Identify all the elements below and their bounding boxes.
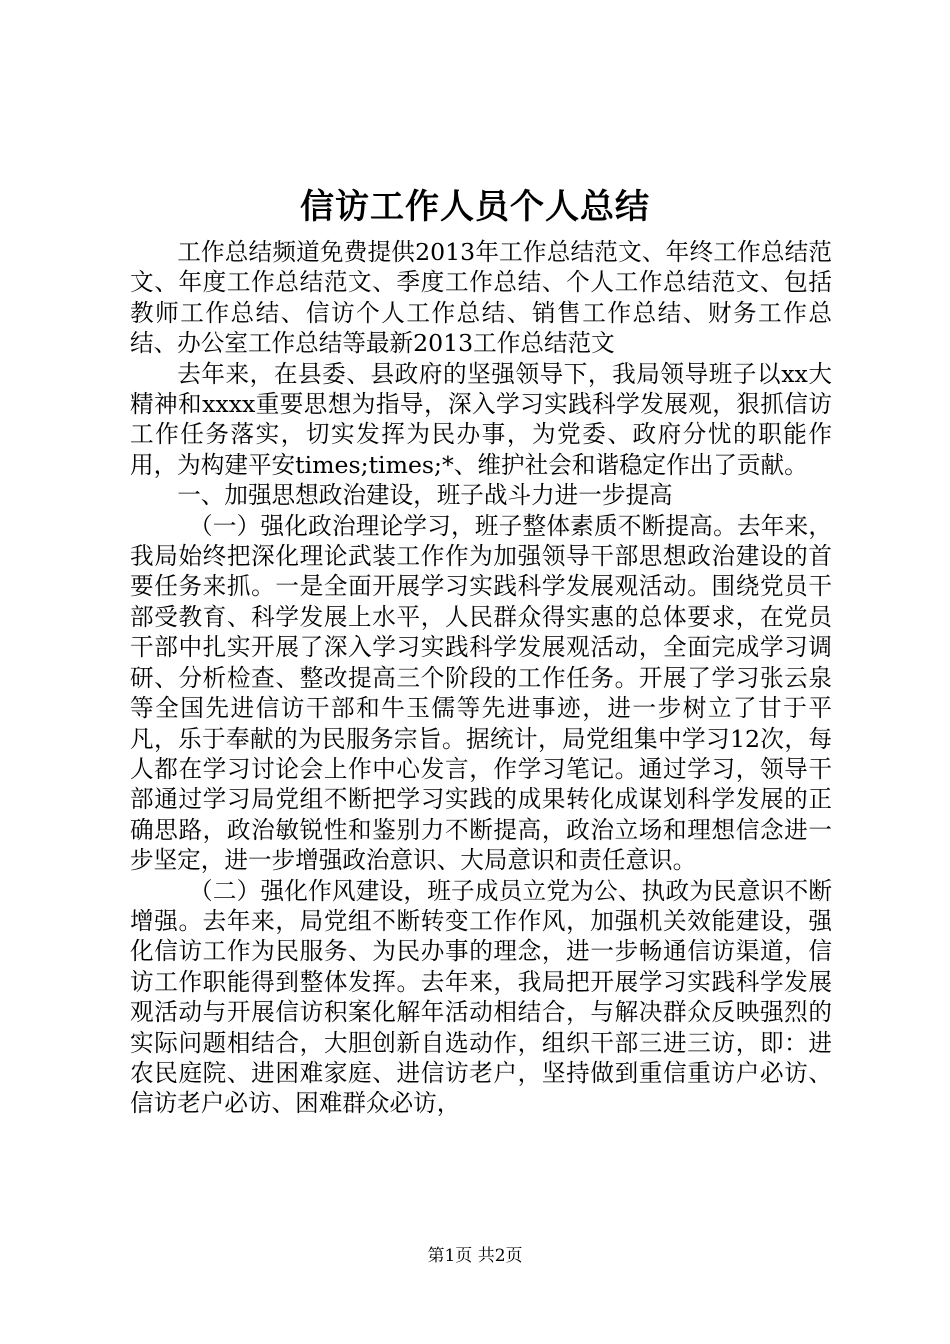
paragraph-section-1-1: （一）强化政治理论学习，班子整体素质不断提高。去年来，我局始终把深化理论武装工作作为加强领导干部思想政治建设的首要任务来抓。一是全面开展学习实践科学发展观活动。围绕党员干部受教育、科学发展上水平，人民群众得实惠的总体要求，在党员干部中扎实开展了深入学习实践科学发展观活动，全面完成学习调研、分析检查、整改提高三个阶段的工作任务。开展了学习张云泉等全国先进信访干部和牛玉儒等先进事迹，进一步树立了甘于平凡，乐于奉献的为民服务宗旨。据统计，局党组集中学习12次，每人都在学习讨论会上作中心发言，作学习笔记。通过学习，领导干部通过学习局党组不断把学习实践的成果转化成谋划科学发展的正确思路，政治敏锐性和鉴别力不断提高，政治立场和理想信念进一步坚定，进一步增强政治意识、大局意识和责任意识。 bbox=[130, 511, 832, 875]
paragraph-section-1-2: （二）强化作风建设，班子成员立党为公、执政为民意识不断增强。去年来，局党组不断转变工作作风，加强机关效能建设，强化信访工作为民服务、为民办事的理念，进一步畅通信访渠道，信访工作职能得到整体发挥。去年来，我局把开展学习实践科学发展观活动与开展信访积案化解年活动相结合，与解决群众反映强烈的实际问题相结合，大胆创新自选动作，组织干部三进三访，即：进农民庭院、进困难家庭、进信访老户，坚持做到重信重访户必访、信访老户必访、困难群众必访， bbox=[130, 876, 832, 1118]
paragraph-intro: 工作总结频道免费提供2013年工作总结范文、年终工作总结范文、年度工作总结范文、季度工作总结、个人工作总结范文、包括教师工作总结、信访个人工作总结、销售工作总结、财务工作总结、办公室工作总结等最新2013工作总结范文 bbox=[130, 238, 832, 358]
section-heading-1: 一、加强思想政治建设，班子战斗力进一步提高 bbox=[177, 481, 673, 510]
document-title: 信访工作人员个人总结 bbox=[300, 187, 650, 227]
document-body bbox=[130, 237, 832, 1119]
paragraph-overview: 去年来，在县委、县政府的坚强领导下，我局领导班子以xx大精神和xxxx重要思想为指导，深入学习实践科学发展观，狠抓信访工作任务落实，切实发挥为民办事，为党委、政府分忧的职能作用，为构建平安times;times;*、维护社会和谐稳定作出了贡献。 bbox=[130, 359, 832, 479]
page-footer: 第1页 共2页 bbox=[427, 1246, 523, 1266]
